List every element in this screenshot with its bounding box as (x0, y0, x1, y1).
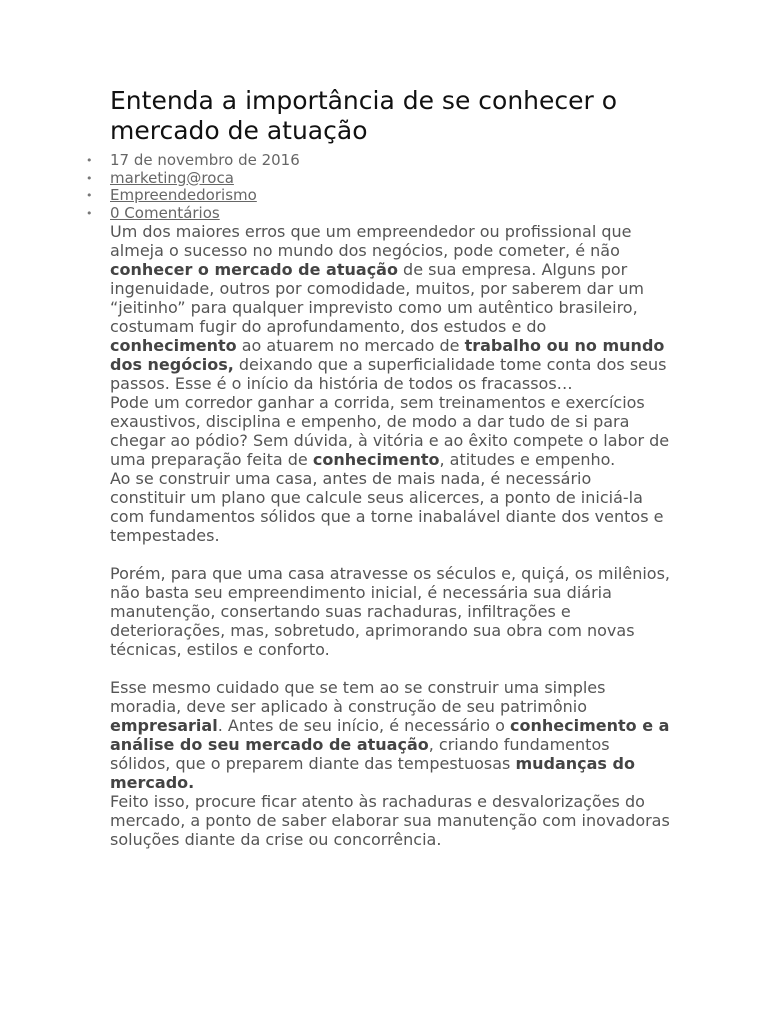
text-span: Porém, para que uma casa atravesse os séculos e, quiçá, os milênios, não basta seu empreendimento inicial, é necessária sua diária manutenção, consertando suas rachaduras, infiltrações e deteriorações, mas, sobretudo, aprimorando sua obra com novas técnicas, estilos e conforto. (110, 564, 671, 659)
text-span: Pode um corredor ganhar a corrida, sem treinamentos e exercícios exaustivos, disciplina e empenho, de modo a dar tudo de si para chegar ao pódio? Sem dúvida, à vitória e ao êxito compete o labor de uma preparação feita de (110, 393, 670, 469)
meta-comments (86, 203, 670, 223)
text-span: ao atuarem no mercado de (236, 336, 465, 355)
author-link[interactable]: marketing@roca (110, 168, 234, 187)
category-link[interactable]: Empreendedorismo (110, 186, 257, 204)
text-span: Esse mesmo cuidado que se tem ao se construir uma simples moradia, deve ser aplicado à construção de seu patrimônio (110, 678, 606, 716)
paragraph-5 (110, 678, 670, 792)
meta-date (86, 151, 670, 170)
meta-author (86, 168, 670, 188)
text-span: . Antes de seu início, é necessário o (217, 716, 511, 735)
text-span: Ao se construir uma casa, antes de mais nada, é necessário constituir um plano que calcule seus alicerces, a ponto de iniciá-la com fundamentos sólidos que a torne inabalável diante dos ventos e tempestades. (110, 469, 664, 545)
bold-span: conhecimento e a análise do seu mercado de atuação (110, 716, 670, 754)
bullet-icon: • (86, 154, 93, 167)
text-span: Um dos maiores erros que um empreendedor ou profissional que almeja o sucesso no mundo dos negócios, pode cometer, é não (110, 222, 632, 260)
bold-span: conhecimento (110, 336, 237, 355)
paragraph-2 (110, 393, 670, 469)
text-span: , atitudes e empenho. (439, 450, 616, 469)
bold-span: trabalho ou no mundo dos negócios, (110, 336, 665, 374)
bold-span: conhecer o mercado de atuação (110, 260, 398, 279)
paragraph-1 (110, 222, 670, 393)
bullet-icon: • (86, 171, 93, 185)
meta-date-text: 17 de novembro de 2016 (110, 151, 300, 169)
paragraph-6 (110, 792, 670, 849)
article (86, 86, 671, 849)
text-span: Feito isso, procure ficar atento às rachaduras e desvalorizações do mercado, a ponto de saber elaborar sua manutenção com inovadoras soluções diante da crise ou concorrência. (110, 792, 670, 849)
paragraph-3 (110, 469, 670, 545)
bold-span: mudanças do mercado. (110, 754, 635, 792)
bold-span: empresarial (110, 716, 218, 735)
text-span: , criando fundamentos sólidos, que o preparem diante das tempestuosas (110, 735, 610, 773)
text-span: de sua empresa. Alguns por ingenuidade, outros por comodidade, muitos, por saberem dar um “jeitinho” para qualquer imprevisto como um autêntico brasileiro, costumam fugir do aprofundamento, dos estudos e do (110, 260, 644, 336)
text-span: deixando que a superficialidade tome conta dos seus passos. Esse é o início da história de todos os fracassos… (110, 355, 667, 393)
bold-span: conhecimento (312, 450, 440, 469)
paragraph-4 (110, 564, 670, 659)
comments-link[interactable]: 0 Comentários (110, 203, 220, 222)
article-title: Entenda a importância de se conhecer o mercado de atuação (110, 86, 618, 145)
meta-category (86, 186, 670, 205)
article-meta-list (86, 151, 670, 222)
bullet-icon: • (86, 189, 93, 202)
article-body (110, 222, 670, 849)
bullet-icon: • (86, 206, 93, 220)
